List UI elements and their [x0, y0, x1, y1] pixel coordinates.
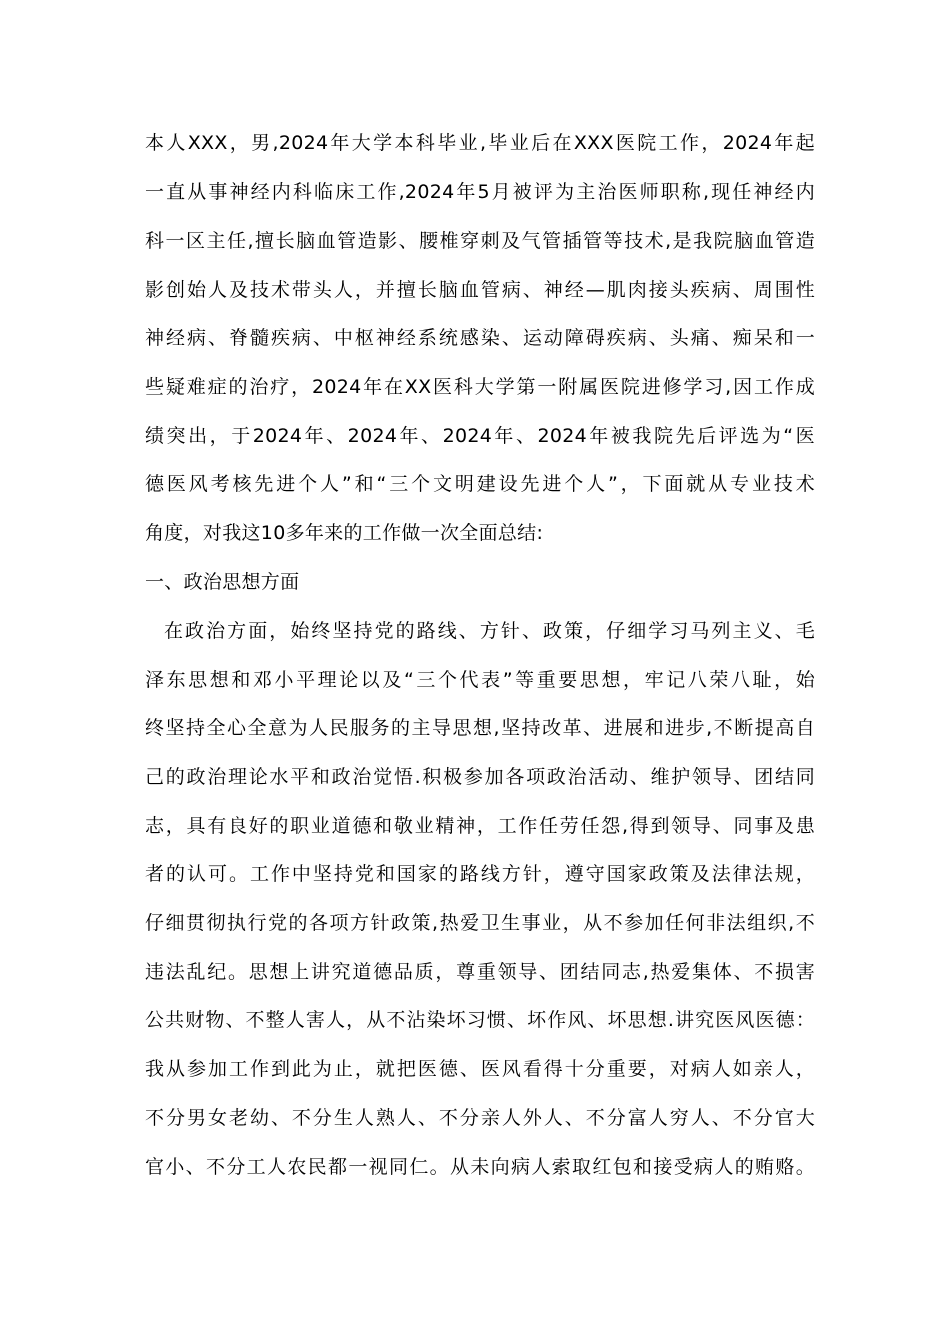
section-line-3: 终坚持全心全意为人民服务的主导思想,坚持改革、进展和进步,不断提高自 [145, 717, 815, 739]
intro-line-6: 些疑难症的治疗，2024年在XX医科大学第一附属医院进修学习,因工作成 [145, 376, 815, 398]
intro-line-7: 绩突出，于2024年、2024年、2024年、2024年被我院先后评选为“医 [145, 425, 815, 447]
intro-line-8: 德医风考核先进个人”和“三个文明建设先进个人”，下面就从专业技术 [145, 473, 815, 495]
section-line-5: 志，具有良好的职业道德和敬业精神，工作任劳任怨,得到领导、同事及患 [145, 815, 815, 837]
section-heading: 一、政治思想方面 [145, 571, 300, 593]
section-line-12: 官小、不分工人农民都一视同仁。从未向病人索取红包和接受病人的贿赂。 [145, 1156, 815, 1178]
intro-line-4: 影创始人及技术带头人，并擅长脑血管病、神经—肌肉接头疾病、周围性 [145, 279, 815, 301]
section-line-2: 泽东思想和邓小平理论以及“三个代表”等重要思想，牢记八荣八耻，始 [145, 669, 815, 691]
section-line-1: 在政治方面，始终坚持党的路线、方针、政策，仔细学习马列主义、毛 [164, 620, 815, 642]
section-line-7: 仔细贯彻执行党的各项方针政策,热爱卫生事业，从不参加任何非法组织,不 [145, 912, 815, 934]
intro-line-2: 一直从事神经内科临床工作,2024年5月被评为主治医师职称,现任神经内 [145, 181, 815, 203]
section-line-11: 不分男女老幼、不分生人熟人、不分亲人外人、不分富人穷人、不分官大 [145, 1107, 815, 1129]
intro-line-5: 神经病、脊髓疾病、中枢神经系统感染、运动障碍疾病、头痛、痴呆和一 [145, 327, 815, 349]
intro-line-1: 本人XXX，男,2024年大学本科毕业,毕业后在XXX医院工作，2024年起 [145, 132, 815, 154]
intro-line-3: 科一区主任,擅长脑血管造影、腰椎穿刺及气管插管等技术,是我院脑血管造 [145, 230, 815, 252]
section-line-6: 者的认可。工作中坚持党和国家的路线方针，遵守国家政策及法律法规， [145, 863, 815, 885]
section-line-8: 违法乱纪。思想上讲究道德品质，尊重领导、团结同志,热爱集体、不损害 [145, 961, 815, 983]
section-line-10: 我从参加工作到此为止，就把医德、医风看得十分重要，对病人如亲人， [145, 1058, 815, 1080]
section-line-4: 己的政治理论水平和政治觉悟.积极参加各项政治活动、维护领导、团结同 [145, 766, 815, 788]
intro-line-9: 角度，对我这10多年来的工作做一次全面总结: [145, 522, 544, 544]
section-line-9: 公共财物、不整人害人，从不沾染坏习惯、坏作风、坏思想.讲究医风医德： [145, 1009, 815, 1031]
